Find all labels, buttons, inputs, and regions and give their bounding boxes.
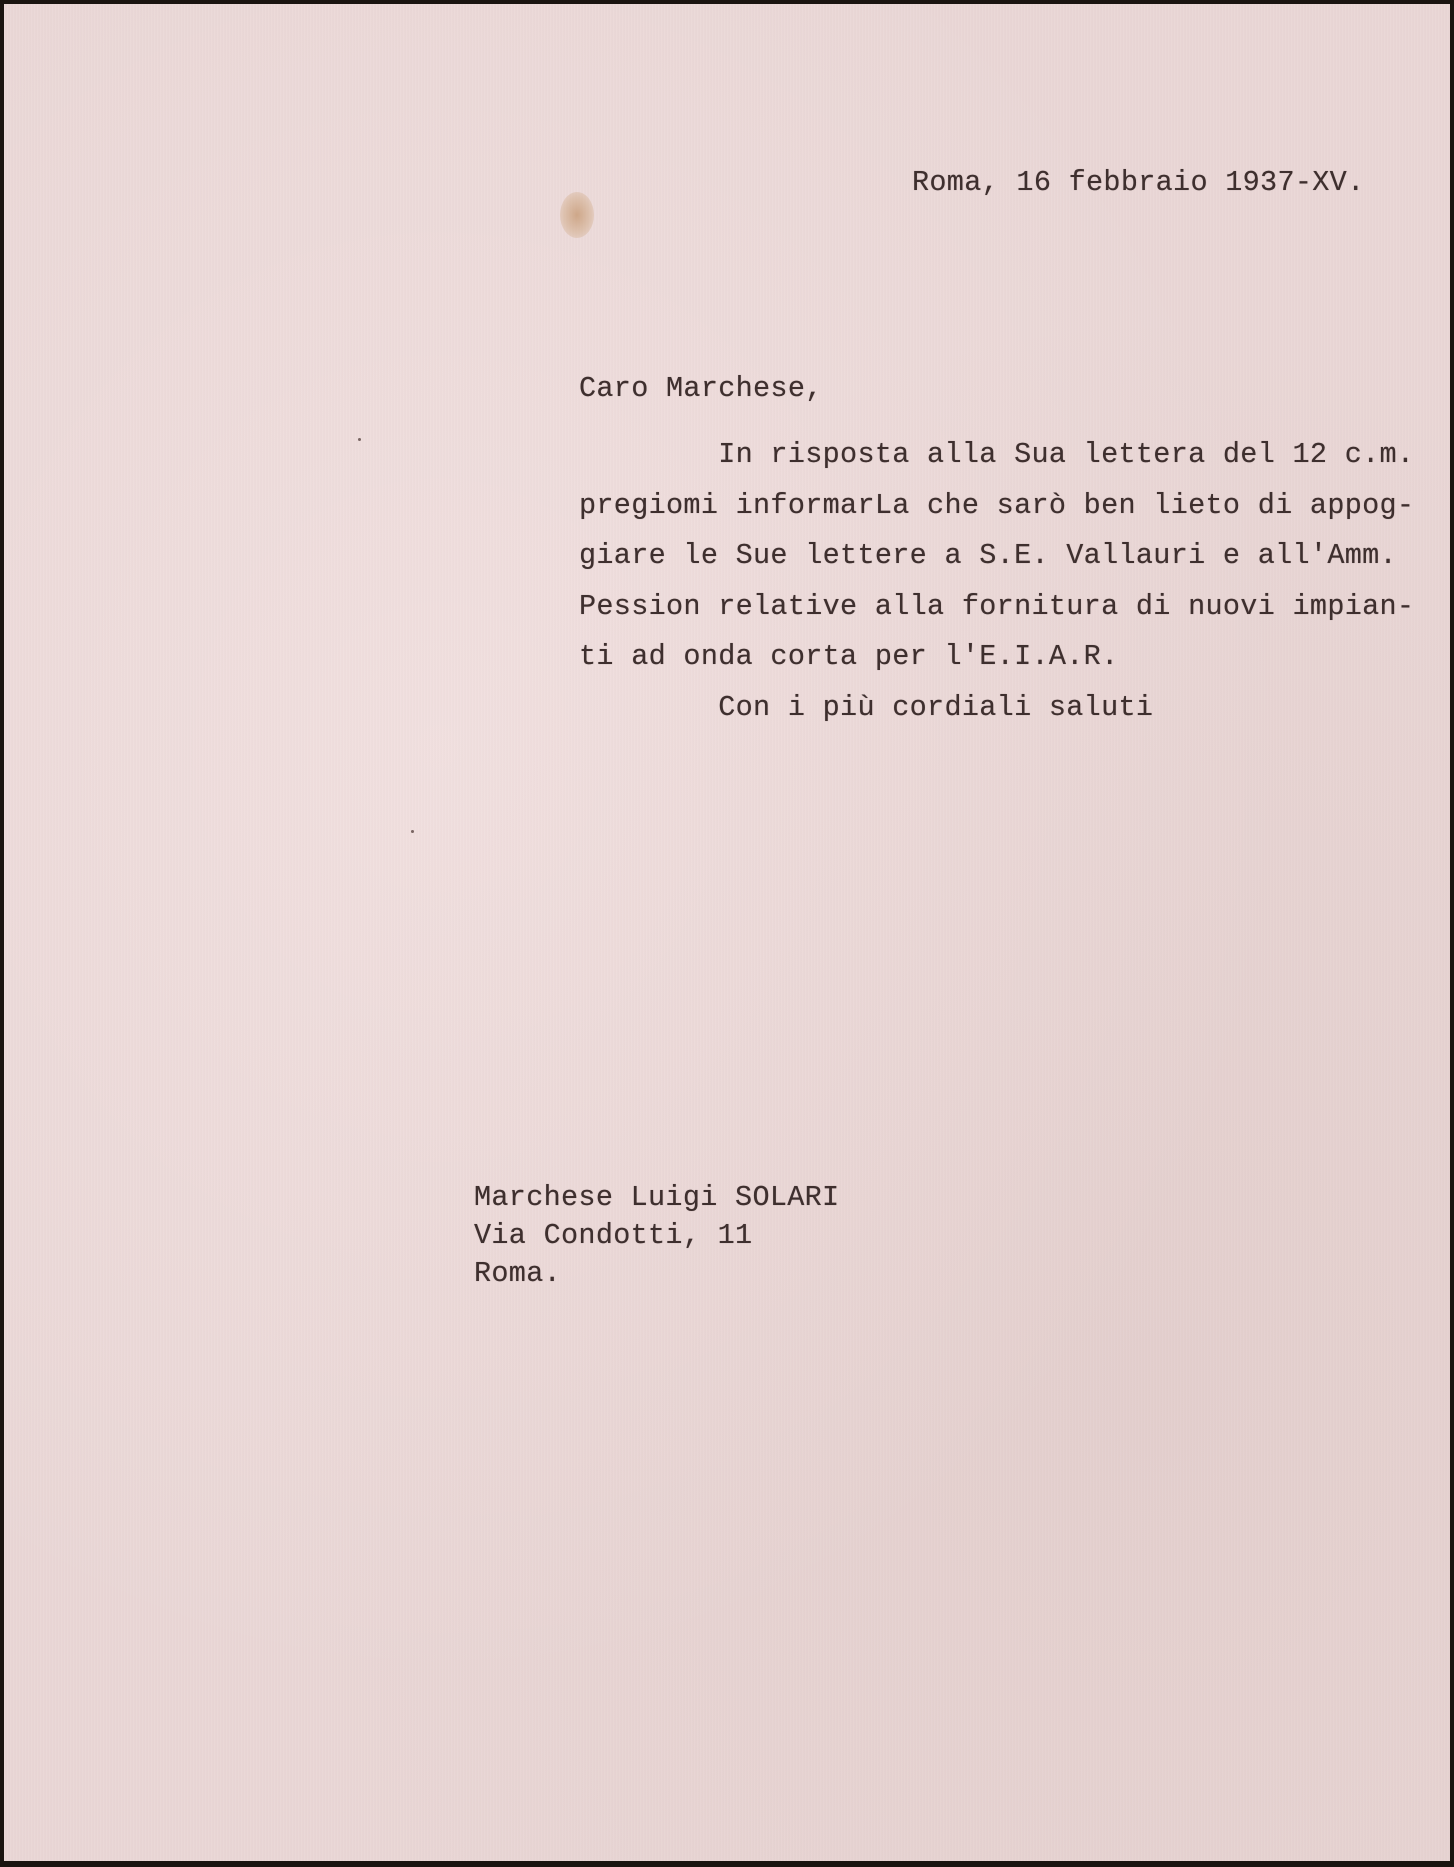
recipient-street: Via Condotti, 11 (474, 1219, 753, 1252)
body-line: ti ad onda corta per l'E.I.A.R. (579, 640, 1119, 673)
body-line: Pession relative alla fornitura di nuovi impian- (579, 590, 1415, 623)
paper-speck (411, 830, 414, 833)
body-line: In risposta alla Sua lettera del 12 c.m. (579, 438, 1415, 471)
paper-speck (358, 438, 361, 441)
body-line: pregiomi informarLa che sarò ben lieto di appog- (579, 489, 1415, 522)
recipient-name: Marchese Luigi SOLARI (474, 1181, 840, 1214)
letter-date: Roma, 16 febbraio 1937-XV. (912, 166, 1365, 199)
letter-salutation: Caro Marchese, (579, 372, 823, 405)
paper-stain (560, 192, 594, 238)
letter-page (4, 4, 1450, 1861)
recipient-city: Roma. (474, 1257, 562, 1290)
closing-line: Con i più cordiali saluti (579, 691, 1154, 724)
body-line: giare le Sue lettere a S.E. Vallauri e all'Amm. (579, 539, 1397, 572)
